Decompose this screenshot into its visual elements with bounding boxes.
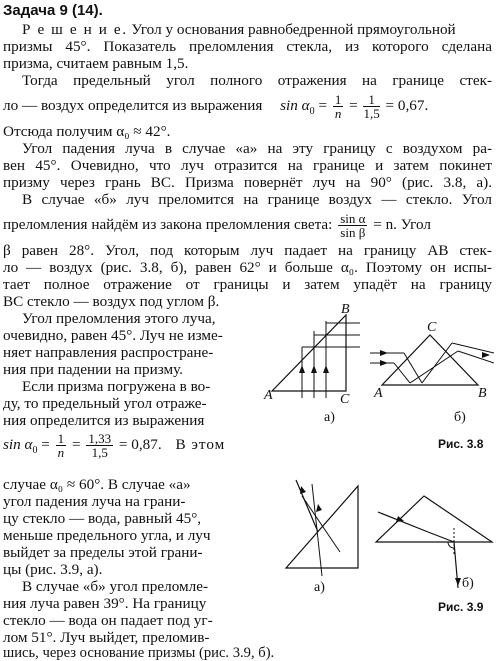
formula-line xyxy=(3,429,225,461)
text-line: шись, через основание призмы (рис. 3.9, б). xyxy=(3,645,275,661)
formula-eq: = xyxy=(318,97,328,114)
subfigure-label: б) xyxy=(454,410,466,425)
text-line: цы (рис. 3.9, а). xyxy=(3,561,103,578)
text-line: очевидно, равен 45°. Луч не изме- xyxy=(3,327,223,344)
text-line: Тогда предельный угол полного отражения на границе стек- xyxy=(22,72,492,89)
formula-eq: = xyxy=(41,436,50,453)
formula-result: = 0,67. xyxy=(385,97,429,114)
formula-sin: sin α xyxy=(280,97,310,114)
problem-title: Задача 9 (14). xyxy=(3,2,103,19)
vertex-label-b: B xyxy=(478,386,487,401)
subfigure-label: б) xyxy=(462,576,474,591)
subfigure-label: а) xyxy=(314,580,325,595)
formula-subscript: 0 xyxy=(309,106,315,118)
fraction: $\frac{1}{1,5}$ xyxy=(363,92,380,122)
text-fragment: преломления найдём из закона преломления света: xyxy=(3,216,333,233)
text-line: ния луча равен 39°. На границу xyxy=(3,595,207,612)
text-line: Угол преломления этого луча, xyxy=(22,310,216,327)
text-line xyxy=(22,22,492,38)
text-line: ду, то предельный угол отраже- xyxy=(3,395,207,412)
formula-line xyxy=(3,90,428,122)
fraction: $\frac{\text{sin α}}{\text{sin β}}$ xyxy=(340,211,366,241)
figure-3-8b-prism xyxy=(370,313,494,403)
formula-result: = n. Угол xyxy=(373,216,432,233)
text-line: Если призма погружена в во- xyxy=(22,378,211,395)
formula-eq: = xyxy=(71,436,81,453)
text-line: призму через грань BC. Призма повернёт луч на 90° (рис. 3.8, а). xyxy=(3,174,492,191)
text-line: ния определится из выражения xyxy=(3,412,205,429)
text-line: угол падения луча на грани- xyxy=(3,493,186,510)
solution-label: Р е ш е н и е. xyxy=(22,21,128,38)
figure-caption: Рис. 3.8 xyxy=(438,437,484,451)
fraction: $\frac{1,33}{1,5}$ xyxy=(88,431,112,461)
formula-line xyxy=(3,209,431,241)
text-line: В случае «б» луч преломится на границе воздух — стекло. Угол xyxy=(22,191,492,208)
text-fragment: Угол у основания равнобедренной прямоугольной xyxy=(131,21,456,38)
vertex-label-a: A xyxy=(374,386,383,401)
figure-caption: Рис. 3.9 xyxy=(438,600,484,614)
text-line: BC стекло — воздух под углом β. xyxy=(3,293,220,310)
text-line: β равен 28°. Угол, под которым луч падает на границу AB стек- xyxy=(3,242,492,259)
text-line: цу стекло — вода, равный 45°, xyxy=(3,510,202,527)
text-line: няет направления распростране- xyxy=(3,344,214,361)
text-line: случае α₀ ≈ 60°. В случае «а» xyxy=(3,476,191,493)
text-line: вен 45°. Очевидно, что луч отразится на границе и затем покинет xyxy=(3,157,492,174)
text-line: выйдет за пределы этой грани- xyxy=(3,544,203,561)
text-line: призмы 45°. Показатель преломления стекла, из которого сделана xyxy=(3,38,492,55)
figure-3-9b-prism xyxy=(372,492,494,592)
subfigure-label: а) xyxy=(324,410,335,425)
text-fragment: ло — воздух определится из выражения xyxy=(3,97,263,114)
vertex-label-c: C xyxy=(340,392,350,403)
vertex-label-c: C xyxy=(427,320,437,335)
text-line: меньше предельного угла, и луч xyxy=(3,527,211,544)
formula-sin: sin α xyxy=(3,436,33,453)
text-line: Отсюда получим α₀ ≈ 42°. xyxy=(3,123,171,140)
text-line: лом 51°. Луч выйдет, преломив- xyxy=(3,629,210,646)
text-line: ло — воздух (рис. 3.8, б), равен 62° и больше α₀. Поэтому он испы- xyxy=(3,259,492,276)
text-line: тает полное отражение от границы и затем упадёт на границу xyxy=(3,276,492,293)
text-line: В случае «б» угол преломле- xyxy=(22,578,209,595)
text-line: Угол падения луча в случае «а» на эту границу с воздухом ра- xyxy=(22,140,492,157)
figure-3-9a-prism xyxy=(276,472,366,582)
figure-3-8a-prism xyxy=(262,303,362,403)
text-line: ния при падении на призму. xyxy=(3,361,183,378)
formula-eq: = xyxy=(349,97,358,114)
fraction: $\frac{1}{n}$ xyxy=(334,92,342,122)
text-line: стекло — вода он падает под уг- xyxy=(3,612,213,629)
text-fragment: В этом xyxy=(175,436,226,453)
formula-subscript: 0 xyxy=(32,445,38,457)
text-line: призма, считаем равным 1,5. xyxy=(3,55,189,72)
vertex-label-a: A xyxy=(264,388,273,403)
formula-result: = 0,87. xyxy=(118,436,162,453)
fraction: $\frac{1}{n}$ xyxy=(57,431,65,461)
vertex-label-b: B xyxy=(341,303,350,317)
